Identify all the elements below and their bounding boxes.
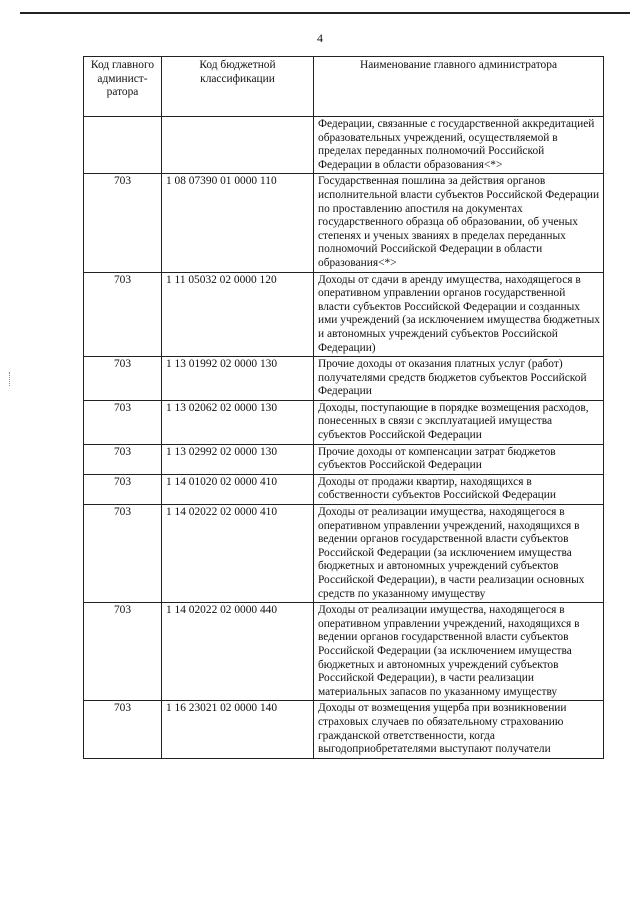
table-row — [84, 357, 604, 401]
table-row — [84, 505, 604, 603]
budget-code-cell: 1 14 02022 02 0000 440 — [162, 603, 314, 701]
page-number: 4 — [317, 31, 323, 45]
margin-mark — [9, 372, 13, 386]
budget-code-cell: 1 14 02022 02 0000 410 — [162, 505, 314, 603]
table-row — [84, 603, 604, 701]
admin-code-cell: 703 — [84, 174, 162, 272]
table-row — [84, 272, 604, 357]
admin-code-cell: 703 — [84, 400, 162, 444]
admin-code-cell: 703 — [84, 444, 162, 474]
budget-code-cell: 1 16 23021 02 0000 140 — [162, 701, 314, 758]
table-header-row — [84, 57, 604, 117]
admin-name-cell: Доходы от реализации имущества, находящегося в оперативном управлении учреждений, находящихся в ведении органов государственной власти субъектов Российской Федерации (за исключением имущества бюджетных и автономных учреждений субъектов Российской Федерации), в части реализации материальных запасов по указанному имуществу — [314, 603, 604, 701]
admin-name-cell: Федерации, связанные с государственной аккредитацией образовательных учреждений, осуществляемой в пределах переданных полномочий Российской Федерации в области образования<*> — [314, 117, 604, 174]
top-rule — [20, 12, 630, 14]
budget-code-cell: 1 08 07390 01 0000 110 — [162, 174, 314, 272]
budget-code-cell: 1 14 01020 02 0000 410 — [162, 474, 314, 504]
admin-code-cell — [84, 117, 162, 174]
admin-name-cell: Прочие доходы от компенсации затрат бюджетов субъектов Российской Федерации — [314, 444, 604, 474]
budget-code-cell: 1 13 02992 02 0000 130 — [162, 444, 314, 474]
admin-code-cell: 703 — [84, 474, 162, 504]
header-budget-code: Код бюджетной классификации — [162, 57, 314, 117]
budget-code-cell: 1 11 05032 02 0000 120 — [162, 272, 314, 357]
admin-code-cell: 703 — [84, 603, 162, 701]
table-row — [84, 474, 604, 504]
admin-code-cell: 703 — [84, 701, 162, 758]
admin-name-cell: Доходы от реализации имущества, находящегося в оперативном управлении учреждений, находящихся в ведении органов государственной власти субъектов Российской Федерации (за исключением имущества бюджетных и автономных учреждений субъектов Российской Федерации), в части реализации основных средств по указанному имуществу — [314, 505, 604, 603]
table-row — [84, 400, 604, 444]
header-admin-name: Наименование главного администратора — [314, 57, 604, 117]
budget-code-cell — [162, 117, 314, 174]
admin-name-cell: Доходы от сдачи в аренду имущества, находящегося в оперативном управлении органов государственной власти субъектов Российской Федерации и созданных ими учреждений (за исключением имущества бюджетных и автономных учреждений субъектов Российской Федерации) — [314, 272, 604, 357]
table-row — [84, 701, 604, 758]
admin-name-cell: Прочие доходы от оказания платных услуг (работ) получателями средств бюджетов субъектов Российской Федерации — [314, 357, 604, 401]
admin-name-cell: Доходы от возмещения ущерба при возникновении страховых случаев по обязательному страхованию гражданской ответственности, когда выгодоприобретателями выступают получатели — [314, 701, 604, 758]
budget-code-cell: 1 13 02062 02 0000 130 — [162, 400, 314, 444]
table-row — [84, 174, 604, 272]
admin-code-cell: 703 — [84, 272, 162, 357]
admin-name-cell: Доходы, поступающие в порядке возмещения расходов, понесенных в связи с эксплуатацией имущества субъектов Российской Федерации — [314, 400, 604, 444]
header-admin-code: Код главного админист-ратора — [84, 57, 162, 117]
budget-table — [83, 56, 604, 759]
table-row — [84, 117, 604, 174]
admin-name-cell: Доходы от продажи квартир, находящихся в собственности субъектов Российской Федерации — [314, 474, 604, 504]
admin-code-cell: 703 — [84, 357, 162, 401]
admin-name-cell: Государственная пошлина за действия органов исполнительной власти субъектов Российской Федерации по проставлению апостиля на документах государственного образца об образовании, об ученых степенях и ученых званиях в пределах переданных полномочий Российской Федерации в области образования<*> — [314, 174, 604, 272]
table-row — [84, 444, 604, 474]
admin-code-cell: 703 — [84, 505, 162, 603]
budget-code-cell: 1 13 01992 02 0000 130 — [162, 357, 314, 401]
